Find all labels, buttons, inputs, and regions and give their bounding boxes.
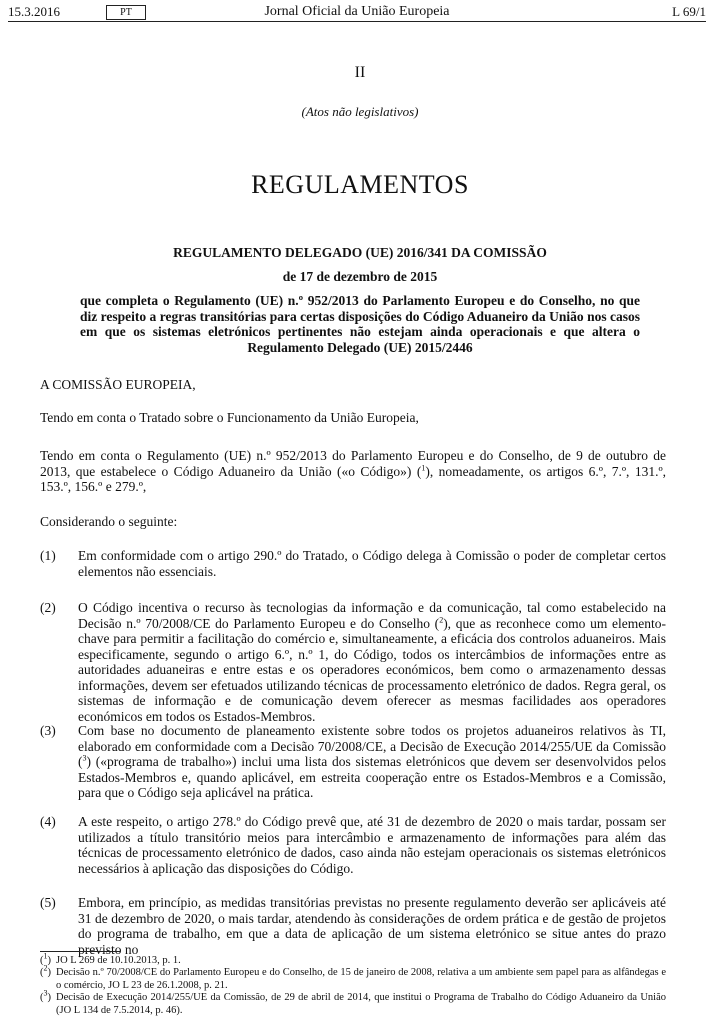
page-reference: L 69/1 (672, 4, 706, 19)
recital-text: A este respeito, o artigo 278.º do Código prevê que, até 31 de dezembro de 2020 o mais tardar, possam ser utilizados a título transitório meios para intercâmbio e armazenamento de informações para além das técnicas de processamento eletrónico de dados, caso ainda não estejam operacionais os sistemas eletrónicos necessários à aplicação das disposições do Código. (78, 814, 666, 876)
language-badge: PT (106, 5, 146, 20)
part-number: II (354, 64, 366, 81)
recital-text (78, 600, 666, 724)
recital-text-b: ) («programa de trabalho») inclui uma lista dos sistemas eletrónicos que devem ser desenvolvidos pelos Estados-Membros e, quando aplicável, em estreita cooperação entre os Estados-Membros e a Comissão, para que o Código seja aplicável na prática. (78, 754, 666, 800)
footnote-number: ($^3$) (40, 988, 51, 1003)
regulation-subject: que completa o Regulamento (UE) n.º 952/2013 do Parlamento Europeu e do Conselho, no que diz respeito a regras transitórias para certas disposições do Código Aduaneiro da União nos casos em que os sistemas eletrónicos pertinentes não estejam ainda operacionais e que altera o Regulamento Delegado (UE) 2015/2446 (80, 293, 640, 355)
regulation-citation (40, 448, 666, 495)
footnote-number: ($^1$) (40, 951, 51, 966)
recital-text: Embora, em princípio, as medidas transitórias previstas no presente regulamento deverão ser aplicáveis até 31 de dezembro de 2020, o mais tardar, atendendo às considerações de ordem prática e de gestão de projetos do programa de trabalho, em que a data de aplicação de um sistema eletrónico se situe antes do prazo previsto no (78, 895, 666, 957)
footnote-ref-3[interactable]: 3 (82, 753, 87, 763)
page-header (8, 4, 706, 20)
footnote-text: Decisão de Execução 2014/255/UE da Comissão, de 29 de abril de 2014, que institui o Programa de Trabalho do Código Aduaneiro da União (JO L 134 de 7.5.2014, p. 46). (56, 992, 666, 1016)
footnote-text: JO L 269 de 10.10.2013, p. 1. (56, 955, 181, 966)
recital-number: (2) (40, 600, 56, 615)
authority-line: A COMISSÃO EUROPEIA, (40, 377, 196, 392)
citation-text-a: Tendo em conta o Regulamento (UE) n.º 952/2013 do Parlamento Europeu e do Conselho, de 9 de outubro de 2013, que estabelece o Código Aduaneiro da União («o Código») ( (40, 448, 666, 479)
treaty-citation: Tendo em conta o Tratado sobre o Funcionamento da União Europeia, (40, 410, 419, 425)
recital-text-a: Com base no documento de planeamento existente sobre todos os projetos aduaneiros relativos às TI, elaborado em conformidade com a Decisão 70/2008/CE, a Decisão de Execução 2014/255/UE da Comissão ( (78, 723, 666, 769)
publication-date: 15.3.2016 (8, 4, 60, 19)
footnote-ref-1[interactable]: 1 (421, 463, 426, 472)
journal-name: Jornal Oficial da União Europeia (264, 4, 450, 19)
recital-text-a: O Código incentiva o recurso às tecnologias da informação e da comunicação, tal como estabelecido na Decisão n.º 70/2008/CE do Parlamento Europeu e do Conselho ( (78, 600, 666, 631)
footnote-ref-2[interactable]: 2 (439, 615, 444, 624)
footnote-rule (40, 951, 120, 952)
considering-line: Considerando o seguinte: (40, 514, 178, 529)
footnote-number: ($^2$) (40, 963, 51, 978)
recital-text-b: ), que as reconhece como um elemento-chave para permitir a facilitação do comércio e, simultaneamente, a eficácia dos controlos aduaneiros. Mais especificamente, segundo o artigo 6.º, n.º 1, do Código, todos os intercâmbios de informações entre as autoridades aduaneiras e entre estas e os operadores económicos, bem como o armazenamento dessas informações, devem ser efetuados utilizando técnicas de processamento eletrónico de dados. Regra geral, os sistemas de informação e de comunicação devem oferecer as mesmas facilidades aos operadores económicos em todos os Estados-Membros. (78, 615, 667, 724)
recital-number: (3) (40, 723, 56, 738)
citation-text-b: ), nomeadamente, os artigos 6.º, 7.º, 131.º, 153.º, 156.º e 279.º, (40, 463, 667, 494)
footnote-text: Decisão n.º 70/2008/CE do Parlamento Europeu e do Conselho, de 15 de janeiro de 2008, relativa a um ambiente sem papel para as alfândegas e o comércio, JO L 23 de 26.1.2008, p. 21. (56, 967, 666, 991)
recital-text (78, 723, 666, 801)
section-heading: REGULAMENTOS (251, 170, 469, 199)
recital-text: Em conformidade com o artigo 290.º do Tratado, o Código delega à Comissão o poder de completar certos elementos não essenciais. (78, 548, 666, 579)
recital-number: (4) (40, 814, 56, 829)
header-rule (8, 21, 706, 22)
regulation-date: de 17 de dezembro de 2015 (282, 269, 438, 284)
part-subtitle: (Atos não legislativos) (301, 104, 419, 119)
recital-number: (5) (40, 895, 56, 910)
recital-number: (1) (40, 548, 56, 563)
regulation-title: REGULAMENTO DELEGADO (UE) 2016/341 DA COMISSÃO (173, 245, 547, 260)
